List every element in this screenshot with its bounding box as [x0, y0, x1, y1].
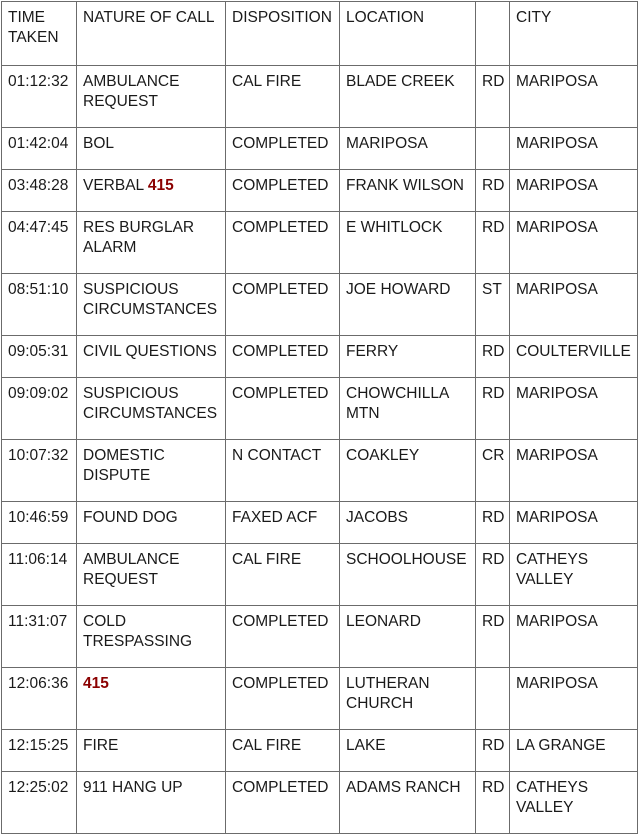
- cell-time: 11:06:14: [2, 544, 77, 606]
- cell-suffix: RD: [476, 212, 510, 274]
- cell-location: COAKLEY: [340, 440, 476, 502]
- cell-time: 12:06:36: [2, 668, 77, 730]
- cell-nature: [77, 378, 226, 440]
- cell-suffix: CR: [476, 440, 510, 502]
- cell-disposition: COMPLETED: [226, 668, 340, 730]
- cell-location: LEONARD: [340, 606, 476, 668]
- header-suffix: [476, 2, 510, 66]
- cell-time: 10:46:59: [2, 502, 77, 544]
- cell-disposition: CAL FIRE: [226, 730, 340, 772]
- cell-location: E WHITLOCK: [340, 212, 476, 274]
- header-nature: NATURE OF CALL: [77, 2, 226, 66]
- nature-code-highlight: 415: [147, 177, 174, 194]
- cell-disposition: CAL FIRE: [226, 544, 340, 606]
- table-row: [2, 772, 638, 834]
- cell-suffix: RD: [476, 66, 510, 128]
- cell-disposition: COMPLETED: [226, 772, 340, 834]
- cell-time: 12:15:25: [2, 730, 77, 772]
- cell-suffix: RD: [476, 730, 510, 772]
- table-row: [2, 378, 638, 440]
- nature-text: CIVIL QUESTIONS: [83, 343, 217, 360]
- cell-time: 01:42:04: [2, 128, 77, 170]
- nature-text: AMBULANCE REQUEST: [83, 73, 180, 110]
- header-city: CITY: [510, 2, 638, 66]
- cell-city: MARIPOSA: [510, 66, 638, 128]
- table-row: [2, 502, 638, 544]
- cell-nature: [77, 128, 226, 170]
- cell-location: FERRY: [340, 336, 476, 378]
- cell-disposition: COMPLETED: [226, 170, 340, 212]
- cell-time: 09:05:31: [2, 336, 77, 378]
- cell-city: COULTERVILLE: [510, 336, 638, 378]
- nature-code-highlight: 415: [83, 675, 109, 692]
- cell-disposition: COMPLETED: [226, 336, 340, 378]
- call-log-table: [1, 1, 638, 834]
- cell-time: 01:12:32: [2, 66, 77, 128]
- header-location: LOCATION: [340, 2, 476, 66]
- table-row: [2, 336, 638, 378]
- cell-location: LUTHERAN CHURCH: [340, 668, 476, 730]
- cell-time: 09:09:02: [2, 378, 77, 440]
- cell-disposition: FAXED ACF: [226, 502, 340, 544]
- table-row: [2, 544, 638, 606]
- cell-time: 12:25:02: [2, 772, 77, 834]
- nature-text: SUSPICIOUS CIRCUMSTANCES: [83, 385, 218, 422]
- cell-time: 10:07:32: [2, 440, 77, 502]
- cell-suffix: RD: [476, 772, 510, 834]
- cell-nature: [77, 730, 226, 772]
- cell-city: MARIPOSA: [510, 668, 638, 730]
- cell-location: CHOWCHILLA MTN: [340, 378, 476, 440]
- cell-time: 11:31:07: [2, 606, 77, 668]
- cell-disposition: COMPLETED: [226, 274, 340, 336]
- cell-disposition: COMPLETED: [226, 212, 340, 274]
- cell-nature: [77, 440, 226, 502]
- cell-suffix: [476, 668, 510, 730]
- table-row: [2, 170, 638, 212]
- cell-nature: [77, 212, 226, 274]
- cell-time: 03:48:28: [2, 170, 77, 212]
- nature-text: FOUND DOG: [83, 509, 178, 526]
- cell-suffix: [476, 128, 510, 170]
- cell-city: CATHEYS VALLEY: [510, 544, 638, 606]
- header-row: [2, 2, 638, 66]
- nature-text: RES BURGLAR ALARM: [83, 219, 195, 256]
- cell-nature: [77, 502, 226, 544]
- cell-time: 08:51:10: [2, 274, 77, 336]
- cell-disposition: COMPLETED: [226, 128, 340, 170]
- cell-suffix: RD: [476, 170, 510, 212]
- cell-city: MARIPOSA: [510, 128, 638, 170]
- cell-location: ADAMS RANCH: [340, 772, 476, 834]
- nature-text: AMBULANCE REQUEST: [83, 551, 180, 588]
- cell-disposition: N CONTACT: [226, 440, 340, 502]
- cell-disposition: COMPLETED: [226, 378, 340, 440]
- table-row: [2, 274, 638, 336]
- cell-nature: [77, 66, 226, 128]
- cell-suffix: RD: [476, 606, 510, 668]
- cell-location: BLADE CREEK: [340, 66, 476, 128]
- cell-city: MARIPOSA: [510, 502, 638, 544]
- nature-text: SUSPICIOUS CIRCUMSTANCES: [83, 281, 218, 318]
- cell-nature: [77, 668, 226, 730]
- nature-text: VERBAL: [83, 177, 148, 194]
- cell-suffix: RD: [476, 336, 510, 378]
- table-row: [2, 66, 638, 128]
- cell-disposition: COMPLETED: [226, 606, 340, 668]
- cell-nature: [77, 772, 226, 834]
- header-time: TIME TAKEN: [2, 2, 77, 66]
- cell-location: MARIPOSA: [340, 128, 476, 170]
- table-row: [2, 440, 638, 502]
- header-disposition: DISPOSITION: [226, 2, 340, 66]
- cell-city: MARIPOSA: [510, 170, 638, 212]
- cell-nature: [77, 170, 226, 212]
- cell-city: MARIPOSA: [510, 378, 638, 440]
- cell-suffix: RD: [476, 378, 510, 440]
- cell-city: MARIPOSA: [510, 606, 638, 668]
- cell-suffix: RD: [476, 502, 510, 544]
- cell-location: JACOBS: [340, 502, 476, 544]
- table-row: [2, 606, 638, 668]
- table-row: [2, 668, 638, 730]
- cell-city: CATHEYS VALLEY: [510, 772, 638, 834]
- cell-nature: [77, 336, 226, 378]
- cell-location: LAKE: [340, 730, 476, 772]
- cell-suffix: ST: [476, 274, 510, 336]
- call-log-body: [2, 66, 638, 834]
- nature-text: FIRE: [83, 737, 119, 754]
- table-row: [2, 128, 638, 170]
- cell-location: SCHOOLHOUSE: [340, 544, 476, 606]
- nature-text: DOMESTIC DISPUTE: [83, 447, 165, 484]
- cell-nature: [77, 544, 226, 606]
- cell-time: 04:47:45: [2, 212, 77, 274]
- table-row: [2, 212, 638, 274]
- cell-city: LA GRANGE: [510, 730, 638, 772]
- cell-city: MARIPOSA: [510, 212, 638, 274]
- cell-suffix: RD: [476, 544, 510, 606]
- cell-location: JOE HOWARD: [340, 274, 476, 336]
- nature-text: 911 HANG UP: [83, 779, 183, 796]
- cell-city: MARIPOSA: [510, 440, 638, 502]
- nature-text: BOL: [83, 135, 115, 152]
- table-row: [2, 730, 638, 772]
- cell-location: FRANK WILSON: [340, 170, 476, 212]
- cell-disposition: CAL FIRE: [226, 66, 340, 128]
- cell-city: MARIPOSA: [510, 274, 638, 336]
- nature-text: COLD TRESPASSING: [83, 613, 193, 650]
- cell-nature: [77, 606, 226, 668]
- cell-nature: [77, 274, 226, 336]
